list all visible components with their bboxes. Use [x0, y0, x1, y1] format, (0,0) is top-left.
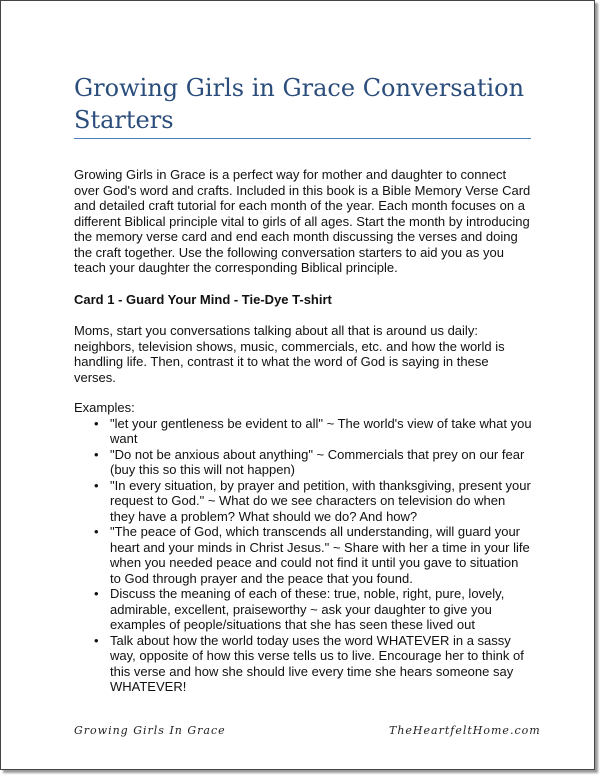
- list-item: [74, 586, 532, 633]
- title-divider: [74, 138, 531, 139]
- page-title: Growing Girls in Grace Conversation Starters: [74, 74, 525, 134]
- list-item-text: "The peace of God, which transcends all understanding, will guard your heart and your minds in Christ Jesus." ~ Share with her a time in your life when you needed peace and could not find it until you gave to situation to God through prayer and the peace that you found.: [110, 524, 530, 586]
- bullet-icon: •: [94, 415, 99, 431]
- list-item-text: "In every situation, by prayer and petition, with thanksgiving, present your request to God." ~ What do we see characters on television do when they have a problem? What should we do? And how?: [110, 477, 531, 524]
- footer-left-text: Growing Girls In Grace: [74, 724, 226, 737]
- list-item: [74, 447, 532, 478]
- list-item-text: "Do not be anxious about anything" ~ Commercials that prey on our fear (buy this so this will not happen): [110, 446, 525, 477]
- list-item-text: "let your gentleness be evident to all" ~ The world's view of take what you want: [110, 415, 532, 446]
- document-body: [74, 167, 532, 695]
- intro-paragraph: Growing Girls in Grace is a perfect way for mother and daughter to connect over God's word and crafts. Included in this book is a Bible Memory Verse Card and detailed craft tutorial for each month of the year. Each month focuses on a different Biblical principle vital to girls of all ages. Start the month by introducing the memory verse card and end each month discussing the verses and doing the craft together. Use the following conversation starters to aid you as you teach your daughter the corresponding Biblical principle.: [74, 167, 531, 275]
- examples-label: Examples:: [74, 400, 135, 415]
- list-item: [74, 633, 532, 695]
- bullet-icon: •: [94, 477, 99, 493]
- list-item: [74, 524, 532, 586]
- footer-right-text: TheHeartfeltHome.com: [389, 724, 541, 737]
- list-item: [74, 416, 532, 447]
- bullet-icon: •: [94, 586, 99, 601]
- bullet-icon: •: [94, 446, 99, 462]
- bullet-icon: •: [94, 524, 99, 539]
- list-item-text: Talk about how the world today uses the word WHATEVER in a sassy way, opposite of how this verse tells us to live. Encourage her to think of this verse and how she should live every time she hears someone say WHATEVER!: [110, 632, 524, 694]
- moms-paragraph: Moms, start you conversations talking about all that is around us daily: neighbors, television shows, music, commercials, etc. and how the world is handling life. Then, contrast it to what the word of God is saying in these verses.: [74, 323, 505, 385]
- examples-list: [74, 416, 532, 695]
- card-heading: Card 1 - Guard Your Mind - Tie-Dye T-shirt: [74, 291, 332, 307]
- list-item: [74, 478, 532, 525]
- list-item-text: Discuss the meaning of each of these: true, noble, right, pure, lovely, admirable, excellent, praiseworthy ~ ask your daughter to give you examples of people/situations that she has seen these lived out: [110, 586, 505, 632]
- bullet-icon: •: [94, 632, 99, 648]
